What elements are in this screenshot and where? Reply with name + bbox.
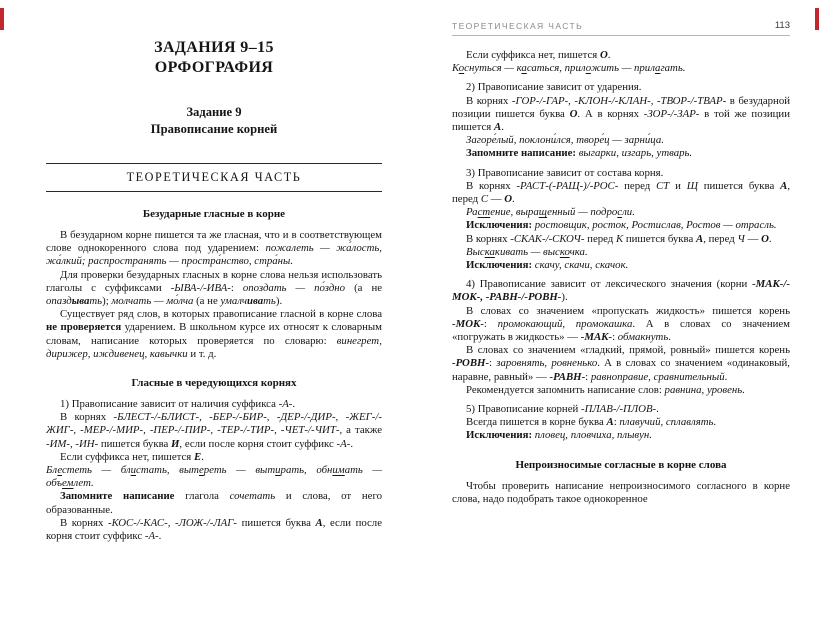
text-segment: ение, выра xyxy=(490,206,539,219)
text-segment: пишется буква xyxy=(98,437,172,450)
text-segment: -РАВН- xyxy=(549,370,586,383)
text-segment: промокающий, промокашка xyxy=(497,317,633,330)
text-segment: -МАК-/-МОК-, -РАВН-/-РОВН- xyxy=(452,278,790,304)
text-segment: , если после корня стоит суффикс xyxy=(46,516,382,543)
text-segment: (а не xyxy=(345,281,383,294)
text-segment: Ч xyxy=(737,232,745,245)
text-segment: 3) Правописание зависит от состава корня. xyxy=(466,166,664,179)
text-segment: . xyxy=(713,416,717,429)
paragraph xyxy=(452,219,790,232)
text-segment: , перед xyxy=(703,232,738,245)
text-segment: ст xyxy=(477,206,491,219)
text-segment: . А в словах со значением «погружать в жидкость» — xyxy=(452,317,791,344)
text-segment: А xyxy=(696,232,704,245)
text-segment: щ xyxy=(538,206,548,219)
text-segment: В словах со значением «пропускать жидкость» пишется корень xyxy=(466,304,790,317)
paragraph xyxy=(452,95,790,135)
text-segment: Запомните написание xyxy=(60,490,175,503)
text-segment: -ЫВА-/-ИВА- xyxy=(170,281,231,294)
text-segment: В словах со значением «гладкий, прямой, ровный» пишется корень xyxy=(466,344,790,357)
section-header xyxy=(46,163,382,192)
text-segment: не проверяется xyxy=(46,321,122,334)
text-segment: А xyxy=(493,121,502,134)
running-title: ТЕОРЕТИЧЕСКАЯ ЧАСТЬ xyxy=(452,21,584,31)
chapter-title-line xyxy=(46,104,382,120)
text-segment: пишется буква xyxy=(697,179,781,192)
text-segment: в безударной позиции пишется буква xyxy=(452,94,790,120)
text-segment: а xyxy=(655,62,661,75)
text-segment: сочетать xyxy=(229,490,276,503)
text-segment: стать, выт xyxy=(136,464,199,477)
text-segment: ть xyxy=(89,295,103,308)
text-segment: перед xyxy=(618,179,657,192)
paragraph xyxy=(46,517,382,543)
text-segment: О xyxy=(504,193,513,206)
text-segment: е xyxy=(57,464,63,477)
text-segment: Задание 9 xyxy=(186,105,242,119)
subheading xyxy=(46,207,382,221)
paragraph xyxy=(46,451,382,464)
text-segment: перед xyxy=(584,232,616,245)
text-segment: -ИМ-, -ИН- xyxy=(46,437,99,450)
text-segment: -КОС-/-КАС-, -ЛОЖ-/-ЛАГ- xyxy=(107,516,238,529)
paragraph xyxy=(452,167,790,180)
text-segment: в той же позиции пишется xyxy=(452,107,790,134)
text-segment: ли. xyxy=(622,206,635,219)
text-segment: (а не xyxy=(193,295,221,308)
paragraph xyxy=(452,233,790,246)
text-segment: . xyxy=(668,331,671,344)
text-segment: . xyxy=(350,437,354,450)
text-segment: ива xyxy=(246,295,264,308)
red-edge-mark-left xyxy=(0,8,4,30)
text-segment: скачу, скачи, скачок. xyxy=(532,259,629,272)
text-segment: саться, прил xyxy=(526,62,586,75)
text-segment: опазд xyxy=(46,295,72,308)
paragraph xyxy=(452,180,790,206)
text-segment: В безударном корне пишется та же гласная, что и в соответствующем слове однокоренного слова под ударением: xyxy=(46,229,382,255)
text-segment: лет. xyxy=(73,477,94,490)
text-segment: -ЗОР-/-ЗАР- xyxy=(643,107,700,120)
text-segment: : xyxy=(585,370,591,383)
text-segment: ыва xyxy=(71,295,90,308)
book-title-line xyxy=(46,58,382,78)
text-segment: — xyxy=(488,193,505,206)
text-segment: ударением. В школьном курсе их относят к словарным словам, написание которых проверяется по словарю: xyxy=(46,321,382,347)
text-segment: Выс xyxy=(466,245,485,258)
text-segment: Для проверки безударных гласных в корне слова нельзя использовать глаголы с суффиксами xyxy=(46,268,382,294)
page-right-content xyxy=(452,49,790,506)
text-segment: . xyxy=(607,49,611,61)
text-segment: -РОВН- xyxy=(452,357,490,370)
text-segment: о xyxy=(458,62,465,75)
paragraph xyxy=(452,344,790,384)
text-segment: Безударные гласные в корне xyxy=(142,208,286,220)
text-segment: а xyxy=(521,62,527,75)
text-segment: пловец, пловчиха, плывун. xyxy=(532,429,652,442)
text-segment: Запомните написание: xyxy=(466,147,579,160)
paragraph xyxy=(46,398,382,411)
text-segment: А xyxy=(315,516,323,529)
text-segment: с xyxy=(617,206,623,219)
text-segment: и т. д. xyxy=(187,347,217,360)
chapter-title-line xyxy=(46,121,382,137)
text-segment: . xyxy=(158,530,162,543)
text-segment: рать, обн xyxy=(280,464,333,477)
text-segment: равноправие, сравнительный xyxy=(590,370,725,383)
text-segment: стеть — бл xyxy=(62,464,131,477)
text-segment: , если после корня стоит суффикс xyxy=(179,437,337,450)
paragraph xyxy=(452,429,790,442)
page-right xyxy=(452,20,790,506)
text-segment: ). xyxy=(561,291,568,304)
text-segment: -ГОР-/-ГАР-, -КЛОН-/-КЛАН-, -ТВОР-/-ТВАР- xyxy=(511,94,727,107)
text-segment: Непроизносимые согласные в корне слова xyxy=(515,458,727,471)
text-segment: винегрет, дирижер, иждивенец, кавычки xyxy=(46,334,382,360)
running-header xyxy=(452,20,790,36)
text-segment: молчать — мо́лча xyxy=(111,295,194,308)
text-segment: ТЕОРЕТИЧЕСКАЯ ЧАСТЬ xyxy=(126,170,302,184)
paragraph xyxy=(452,403,790,416)
text-segment: пожалеть — жа́лость, жа́лкий; распространять — простра́нство, стра́ны. xyxy=(46,242,382,268)
paragraph xyxy=(46,269,382,309)
paragraph xyxy=(452,480,790,506)
paragraph xyxy=(452,278,790,304)
text-segment: енный — подро xyxy=(547,206,618,219)
text-segment: Чтобы проверить написание непроизносимого согласного в корне слова, надо подобрать такое однокоренное xyxy=(452,479,790,505)
text-segment: пишется буква xyxy=(623,232,696,245)
text-segment: СТ xyxy=(656,179,670,192)
text-segment: : xyxy=(613,416,620,429)
text-segment: -А- xyxy=(144,530,159,543)
text-segment: 1) Правописание зависит от наличия суффикса xyxy=(60,398,279,411)
text-segment: ко xyxy=(559,245,570,258)
text-segment: чка. xyxy=(569,245,588,258)
subheading xyxy=(46,376,382,390)
text-segment: заровнять, ровненько xyxy=(496,357,598,370)
text-segment: С xyxy=(480,193,489,206)
text-segment: Гласные в чередующихся корнях xyxy=(131,377,297,390)
text-segment: . xyxy=(512,193,515,206)
text-segment: и xyxy=(130,464,137,477)
text-segment: жить — прил xyxy=(590,62,656,75)
text-segment: . xyxy=(656,403,659,416)
paragraph xyxy=(452,305,790,345)
text-segment: гать. xyxy=(660,62,686,75)
paragraph xyxy=(452,81,790,94)
text-segment: 2) Правописание зависит от ударения. xyxy=(466,81,642,94)
text-segment: Е xyxy=(193,450,202,463)
text-segment: Исключения: xyxy=(466,259,533,272)
text-segment: 4) Правописание зависит от лексического значения (корни xyxy=(466,278,753,291)
text-segment: Исключения: xyxy=(466,219,533,232)
paragraph xyxy=(452,147,790,160)
text-segment: снуться — к xyxy=(464,62,522,75)
text-segment: — xyxy=(744,232,762,245)
paragraph xyxy=(46,411,382,451)
text-segment: и xyxy=(669,179,687,192)
text-segment: и xyxy=(275,464,281,477)
text-segment: пишется буква xyxy=(237,516,316,529)
text-segment: Бл xyxy=(46,464,58,477)
text-segment: В корнях xyxy=(466,94,512,107)
text-segment: -А- xyxy=(336,437,351,450)
text-segment: равнина, уровень xyxy=(664,383,743,396)
text-segment: ть xyxy=(263,295,276,308)
text-segment: -СКАК-/-СКОЧ- xyxy=(510,232,585,245)
text-segment: -МОК- xyxy=(452,317,484,330)
text-segment: -БЛЕСТ-/-БЛИСТ-, -БЕР-/-БИР-, -ДЕР-/-ДИР-, -ЖЕГ-/-ЖИГ-, -МЕР-/-МИР-, -ПЕР-/-ПИР-, -ТЕР-/-ТИР-, -ЧЕТ-/-ЧИТ-, xyxy=(46,411,382,437)
text-segment: ОРФОГРАФИЯ xyxy=(154,59,274,76)
text-segment: Загоре́лый, поклони́лся, творе́ц — зарни́ца. xyxy=(466,134,664,147)
book-title-line xyxy=(46,38,382,58)
page-number: 113 xyxy=(774,20,790,31)
text-segment: плавучий, сплавлять xyxy=(619,416,714,429)
page-left xyxy=(46,38,382,543)
text-segment: обмакнуть xyxy=(617,331,669,344)
text-segment: им xyxy=(332,464,345,477)
text-segment: ростовщик, росток, Ростислав, Ростов — отрасль. xyxy=(532,219,777,232)
paragraph xyxy=(46,490,382,516)
text-segment: А xyxy=(606,416,614,429)
text-segment: О xyxy=(569,107,578,120)
text-segment: ЗАДАНИЯ 9–15 xyxy=(154,39,274,56)
text-segment: . xyxy=(201,450,204,463)
subheading xyxy=(452,458,790,472)
text-segment: . xyxy=(292,398,296,411)
text-segment: Если суффикса нет, пишется xyxy=(466,49,600,61)
text-segment: . xyxy=(742,383,745,396)
text-segment: -МАК- xyxy=(580,331,613,344)
text-segment: а также xyxy=(342,424,382,437)
text-segment: А xyxy=(780,179,788,192)
paragraph xyxy=(452,416,790,429)
text-segment: Существует ряд слов, в которых правописание гласной в корне слова xyxy=(60,308,382,321)
paragraph xyxy=(452,134,790,147)
text-segment: . xyxy=(501,121,504,134)
text-segment: -А- xyxy=(278,398,293,411)
text-segment: Если суффикса нет, пишется xyxy=(60,450,194,463)
paragraph xyxy=(452,62,790,75)
text-segment: кивать — выс xyxy=(494,245,560,258)
paragraph xyxy=(452,259,790,272)
paragraph xyxy=(46,464,382,490)
text-segment: реть — выт xyxy=(203,464,276,477)
text-segment: В корнях xyxy=(466,232,511,245)
text-segment: . А в словах со значением «одинаковый, наравне, равный» — xyxy=(452,357,790,383)
text-segment: выгарки, изгарь, утварь. xyxy=(578,147,693,160)
text-segment: Рекомендуется запомнить написание слов: xyxy=(466,383,665,396)
text-segment: -РАСТ-(-РАЩ-)/-РОС- xyxy=(516,179,619,192)
paragraph xyxy=(452,384,790,397)
text-segment: В корнях xyxy=(60,516,108,529)
paragraph xyxy=(452,49,790,62)
paragraph xyxy=(46,229,382,269)
text-segment: И xyxy=(171,437,180,450)
text-segment: Исключения: xyxy=(466,429,533,442)
text-segment: ка xyxy=(484,245,495,258)
text-segment: К xyxy=(452,62,459,75)
text-segment: О xyxy=(761,232,769,245)
text-segment: , перед xyxy=(452,179,791,206)
text-segment: ать — объ xyxy=(46,464,383,490)
text-segment: : xyxy=(612,331,618,344)
text-segment: : xyxy=(230,281,243,294)
text-segment: ). xyxy=(275,295,283,308)
text-segment: о xyxy=(585,62,591,75)
text-segment: К xyxy=(615,232,624,245)
text-segment: Правописание корней xyxy=(150,122,278,136)
text-segment: : xyxy=(483,317,498,330)
text-segment: В корнях xyxy=(466,179,517,192)
text-segment: глагола xyxy=(174,490,230,503)
red-edge-mark-right xyxy=(815,8,819,30)
text-segment: О xyxy=(599,49,608,61)
text-segment: В корнях xyxy=(60,411,114,424)
text-segment: и слова, от него образованные. xyxy=(46,490,383,516)
text-segment: : xyxy=(489,357,497,370)
text-segment: Всегда пишется в корне буква xyxy=(466,416,607,429)
text-segment: ем xyxy=(62,477,74,490)
text-segment: ); xyxy=(102,295,112,308)
text-segment: Щ xyxy=(686,179,698,192)
text-segment: Ра xyxy=(466,206,478,219)
text-segment: . xyxy=(724,370,728,383)
paragraph xyxy=(452,246,790,259)
text-segment: . xyxy=(768,232,772,245)
text-segment: 5) Правописание корней xyxy=(466,403,581,416)
text-segment: -ПЛАВ-/-ПЛОВ- xyxy=(580,403,657,416)
text-segment: е xyxy=(198,464,204,477)
text-segment: . А в корнях xyxy=(577,107,644,120)
paragraph xyxy=(46,308,382,361)
text-segment: умалч xyxy=(220,295,247,308)
paragraph xyxy=(452,206,790,219)
text-segment: опоздать — по́здно xyxy=(242,281,346,294)
